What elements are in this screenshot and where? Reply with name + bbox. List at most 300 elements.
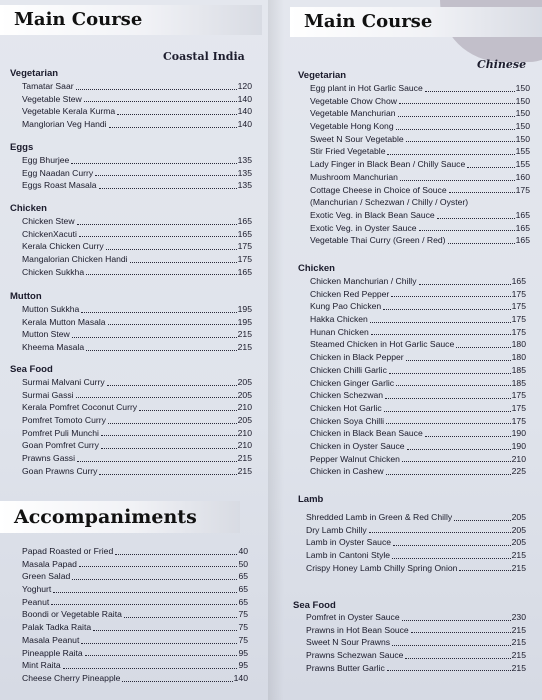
section-title: Vegetarian [10, 68, 59, 79]
item-price: 175 [511, 390, 526, 401]
dot-leader [76, 389, 237, 399]
item-price: 210 [237, 440, 252, 451]
dot-leader [99, 179, 237, 189]
section-title: Sea Food [10, 364, 53, 375]
menu-list [22, 154, 252, 192]
item-price: 95 [238, 647, 248, 658]
item-price: 180 [511, 339, 526, 350]
dot-leader [81, 303, 236, 313]
menu-item [310, 351, 526, 364]
item-name: Masala Papad [22, 558, 77, 569]
item-name: Chicken Hot Garlic [310, 402, 382, 413]
item-name: Crispy Honey Lamb Chilly Spring Onion [306, 562, 458, 573]
dot-leader [77, 215, 237, 225]
item-name: Kheema Masala [22, 342, 85, 353]
dot-leader [117, 105, 236, 115]
menu-item [22, 105, 252, 118]
section-title: Mutton [10, 291, 42, 302]
item-price: 135 [237, 167, 252, 178]
dot-leader [406, 133, 515, 143]
section-title: Chicken [298, 263, 335, 274]
menu-item [310, 107, 530, 120]
menu-item [310, 209, 530, 222]
item-name: Mutton Sukkha [22, 304, 80, 314]
menu-item [310, 326, 526, 339]
item-name: Steamed Chicken in Hot Garlic Sauce [310, 339, 455, 350]
menu-item [310, 338, 526, 351]
item-name: Kerala Mutton Masala [22, 316, 106, 327]
menu-item [22, 414, 252, 427]
item-price: 40 [238, 546, 248, 556]
item-price: 225 [511, 466, 526, 477]
menu-item [310, 275, 526, 288]
item-price: 190 [511, 428, 526, 439]
item-price: 165 [515, 235, 530, 246]
item-name: Manglorian Veg Handi [22, 119, 107, 130]
menu-item [306, 611, 526, 624]
item-price: 150 [515, 133, 530, 144]
dot-leader [370, 313, 511, 323]
item-name: Lady Finger in Black Bean / Chilly Sauce [310, 159, 466, 170]
item-name: Egg Bhurjee [22, 155, 70, 165]
item-name: Vegetable Hong Kong [310, 121, 394, 132]
item-price: 150 [515, 83, 530, 93]
item-name: Chicken in Oyster Sauce [310, 440, 405, 451]
item-name: Prawns Butter Garlic [306, 662, 385, 673]
item-name: Vegetable Manchurian [310, 108, 396, 119]
item-name: Mint Raita [22, 660, 61, 671]
menu-item [22, 341, 252, 354]
dot-leader [396, 120, 515, 130]
dot-leader [454, 511, 510, 521]
menu-item [22, 634, 248, 647]
dot-leader [77, 452, 237, 462]
menu-list [306, 611, 526, 674]
dot-leader [391, 288, 510, 298]
item-price: 215 [511, 550, 526, 561]
menu-item [310, 453, 526, 466]
menu-item [306, 511, 526, 524]
menu-item [22, 376, 252, 389]
item-name: Sweet N Sour Vegetable [310, 133, 404, 144]
dot-leader [448, 234, 515, 244]
dot-leader [419, 222, 515, 232]
item-name: Palak Tadka Raita [22, 622, 92, 633]
item-name: Mushroom Manchurian [310, 171, 398, 182]
dot-leader [109, 118, 237, 128]
menu-item [310, 465, 526, 478]
item-price: 75 [238, 622, 248, 633]
item-price: 150 [515, 108, 530, 119]
menu-item [22, 621, 248, 634]
dot-leader [76, 80, 237, 90]
menu-list [310, 275, 526, 478]
menu-item [310, 427, 526, 440]
item-price: 155 [515, 159, 530, 170]
section-title: Lamb [298, 494, 324, 505]
menu-item [22, 672, 248, 685]
item-name: Chicken in Black Pepper [310, 352, 404, 363]
item-price: 165 [237, 266, 252, 277]
dot-leader [93, 621, 237, 631]
item-price: 230 [511, 612, 526, 622]
dot-leader [72, 328, 237, 338]
section-title: Chicken [10, 203, 47, 214]
dot-leader [449, 184, 515, 194]
menu-list [22, 545, 248, 685]
item-name: Shredded Lamb in Green & Red Chilly [306, 512, 453, 522]
menu-item [310, 196, 530, 209]
item-price: 215 [511, 624, 526, 635]
item-price: 205 [511, 524, 526, 535]
item-name: Chicken Sukkha [22, 266, 85, 277]
item-price: 165 [511, 276, 526, 286]
dot-leader [387, 145, 514, 155]
item-price: 205 [237, 377, 252, 387]
menu-item [22, 401, 252, 414]
menu-item [22, 389, 252, 402]
item-price: 205 [511, 512, 526, 522]
dot-leader [384, 402, 511, 412]
menu-list [306, 511, 526, 574]
menu-item [22, 439, 252, 452]
item-name: Sweet N Sour Prawns [306, 637, 391, 648]
dot-leader [53, 583, 237, 593]
item-price: 175 [237, 254, 252, 265]
menu-item [310, 222, 530, 235]
item-price: 140 [237, 119, 252, 130]
item-name: Vegetable Stew [22, 93, 82, 104]
dot-leader [130, 253, 237, 263]
menu-item [310, 184, 530, 197]
dot-leader [393, 536, 511, 546]
item-price: 175 [511, 314, 526, 325]
cuisine-heading-chinese: Chinese [477, 58, 527, 71]
item-name: Egg plant in Hot Garlic Sauce [310, 83, 423, 93]
item-name: Vegetable Chow Chow [310, 95, 397, 106]
menu-item [22, 303, 252, 316]
dot-leader [79, 558, 237, 568]
section-title: Eggs [10, 142, 34, 153]
item-name: Prawns in Hot Bean Souce [306, 624, 409, 635]
item-name: Goan Pomfret Curry [22, 440, 99, 451]
menu-item [22, 647, 248, 660]
item-price: 185 [511, 377, 526, 388]
item-name: Mangalorian Chicken Handi [22, 254, 128, 265]
item-price: 215 [237, 453, 252, 464]
item-name: Lamb in Cantoni Style [306, 550, 391, 561]
item-name: Pomfret Puli Munchi [22, 427, 99, 438]
item-price: 205 [237, 389, 252, 400]
dot-leader [467, 158, 514, 168]
item-price: 150 [515, 95, 530, 106]
item-name: Tamatar Saar [22, 81, 74, 91]
item-name: Prawns Schezwan Sauce [306, 650, 404, 661]
dot-leader [51, 596, 237, 606]
item-price: 205 [511, 537, 526, 548]
menu-item [310, 402, 526, 415]
item-price: 135 [237, 155, 252, 165]
item-name: Lamb in Oyster Sauce [306, 537, 392, 548]
item-name: Exotic Veg. in Oyster Sauce [310, 222, 417, 233]
item-price: 215 [237, 465, 252, 476]
item-name: Surmai Gassi [22, 389, 74, 400]
item-name: Hakka Chicken [310, 314, 368, 325]
dot-leader [86, 266, 237, 276]
menu-item [22, 596, 248, 609]
dot-leader [411, 624, 511, 634]
item-price: 50 [238, 558, 248, 569]
dot-leader [459, 562, 510, 572]
item-price: 135 [237, 180, 252, 191]
item-price: 150 [515, 121, 530, 132]
dot-leader [108, 316, 237, 326]
dot-leader [72, 570, 237, 580]
item-name: Chicken in Cashew [310, 466, 384, 477]
item-price: 215 [237, 342, 252, 353]
dot-leader [406, 351, 511, 361]
menu-item [22, 316, 252, 329]
menu-list [310, 82, 530, 247]
menu-item [306, 662, 526, 675]
dot-leader [425, 82, 515, 92]
menu-item [310, 133, 530, 146]
dot-leader [108, 414, 237, 424]
menu-list [22, 80, 252, 131]
item-name: Cottage Cheese in Choice of Souce [310, 184, 447, 195]
dot-leader [99, 465, 236, 475]
item-name: Hunan Chicken [310, 326, 369, 337]
item-price: 215 [511, 637, 526, 648]
dot-leader [63, 659, 238, 669]
dot-leader [95, 167, 236, 177]
item-price: 195 [237, 316, 252, 327]
dot-leader [107, 376, 237, 386]
item-name: Surmai Malvani Curry [22, 377, 105, 387]
cuisine-heading-coastal: Coastal India [163, 50, 245, 63]
item-price: 210 [237, 427, 252, 438]
menu-list [22, 376, 252, 478]
dot-leader [122, 672, 232, 682]
dot-leader [101, 427, 237, 437]
dot-leader [383, 300, 510, 310]
item-name: Goan Prawns Curry [22, 465, 98, 476]
dot-leader [106, 240, 237, 250]
menu-item [310, 364, 526, 377]
item-price: 65 [238, 571, 248, 582]
menu-item [22, 240, 252, 253]
accompaniments-banner: Accompaniments [0, 501, 240, 533]
menu-item [22, 228, 252, 241]
item-price: 175 [237, 241, 252, 252]
menu-item [22, 465, 252, 478]
dot-leader [400, 171, 515, 181]
main-course-banner-left: Main Course [0, 5, 262, 35]
item-name: Pomfret in Oyster Sauce [306, 612, 400, 622]
dot-leader [71, 154, 236, 164]
item-price: 75 [238, 609, 248, 620]
menu-item [22, 328, 252, 341]
item-name: Peanut [22, 596, 50, 607]
item-name: Chicken Chilli Garlic [310, 364, 387, 375]
menu-item [310, 377, 526, 390]
dot-leader [85, 647, 238, 657]
item-price: 215 [511, 562, 526, 573]
dot-leader [115, 545, 237, 555]
menu-item [306, 624, 526, 637]
dot-leader [405, 649, 510, 659]
menu-item [22, 545, 248, 558]
dot-leader [402, 453, 511, 463]
item-price: 175 [511, 326, 526, 337]
menu-item [310, 95, 530, 108]
dot-leader [86, 341, 237, 351]
item-name: ChickenXacuti [22, 228, 77, 239]
menu-item [310, 120, 530, 133]
section-title: Sea Food [293, 600, 336, 611]
menu-item [22, 215, 252, 228]
menu-item [310, 171, 530, 184]
menu-item [22, 570, 248, 583]
item-price: 165 [515, 222, 530, 233]
dot-leader [385, 389, 511, 399]
item-price: 175 [511, 402, 526, 413]
dot-leader [84, 93, 237, 103]
menu-item [22, 80, 252, 93]
menu-item [22, 118, 252, 131]
item-name: Egg Naadan Curry [22, 167, 94, 178]
item-price: 120 [237, 81, 252, 91]
item-price: 175 [511, 288, 526, 299]
menu-item [22, 266, 252, 279]
dot-leader [371, 326, 511, 336]
dot-leader [139, 401, 237, 411]
menu-item [310, 300, 526, 313]
item-price: 65 [238, 584, 248, 595]
item-price: 165 [237, 216, 252, 226]
item-price: 210 [237, 402, 252, 413]
menu-item [306, 549, 526, 562]
menu-item [22, 608, 248, 621]
menu-item [22, 659, 248, 672]
item-name: Kerala Chicken Curry [22, 241, 104, 252]
section-title: Vegetarian [298, 70, 347, 81]
dot-leader [392, 549, 511, 559]
dot-leader [387, 662, 511, 672]
dot-leader [456, 338, 510, 348]
item-price: 185 [511, 364, 526, 375]
item-price: 175 [511, 301, 526, 312]
item-price: 215 [511, 650, 526, 661]
menu-item [310, 145, 530, 158]
menu-item [310, 158, 530, 171]
item-name: Chicken Soya Chilli [310, 415, 385, 426]
item-price: 180 [511, 352, 526, 363]
item-name: Mutton Stew [22, 329, 70, 340]
item-price: 210 [511, 453, 526, 464]
main-course-banner-right: Main Course [290, 7, 542, 37]
item-price: 190 [511, 440, 526, 451]
menu-item [306, 524, 526, 537]
dot-leader [386, 415, 511, 425]
dot-leader [419, 275, 511, 285]
item-name: Eggs Roast Masala [22, 180, 97, 191]
item-price: 160 [515, 171, 530, 182]
menu-item [310, 82, 530, 95]
item-name: Chicken Red Pepper [310, 288, 390, 299]
menu-item [310, 415, 526, 428]
menu-item [22, 167, 252, 180]
dot-leader [392, 636, 511, 646]
menu-item [310, 440, 526, 453]
menu-item [306, 562, 526, 575]
item-price: 65 [238, 596, 248, 607]
menu-item [22, 427, 252, 440]
item-price: 140 [233, 672, 248, 683]
menu-item [306, 636, 526, 649]
item-price: 75 [238, 634, 248, 645]
item-name: Chicken Stew [22, 216, 75, 226]
item-name: Vegetable Thai Curry (Green / Red) [310, 235, 446, 246]
item-name: Pineapple Raita [22, 647, 83, 658]
menu-list [22, 303, 252, 354]
item-price: 205 [237, 415, 252, 426]
menu-item [310, 288, 526, 301]
dot-leader [437, 209, 515, 219]
dot-leader [398, 107, 515, 117]
menu-item [22, 93, 252, 106]
menu-item [22, 452, 252, 465]
item-name: Chicken Manchurian / Chilly [310, 276, 417, 286]
dot-leader [386, 465, 511, 475]
item-price: 155 [515, 146, 530, 157]
item-name: Green Salad [22, 571, 71, 582]
dot-leader [369, 524, 511, 534]
item-name: Chicken Schezwan [310, 390, 384, 401]
dot-leader [124, 608, 238, 618]
item-name: Stir Fried Vegetable [310, 146, 386, 157]
item-price: 175 [511, 415, 526, 426]
item-price: 195 [237, 304, 252, 314]
item-price: 165 [515, 209, 530, 220]
item-price: 175 [515, 184, 530, 195]
dot-leader [396, 377, 511, 387]
item-name: Dry Lamb Chilly [306, 524, 367, 535]
dot-leader [81, 634, 237, 644]
menu-list [22, 215, 252, 278]
item-price: 215 [511, 662, 526, 673]
menu-item [310, 234, 530, 247]
dot-leader [389, 364, 511, 374]
item-price: 140 [237, 106, 252, 117]
dot-leader [79, 228, 237, 238]
dot-leader [402, 611, 511, 621]
menu-item [22, 558, 248, 571]
item-name: Kerala Pomfret Coconut Curry [22, 402, 138, 413]
item-name: (Manchurian / Schezwan / Chilly / Oyster) [310, 197, 469, 208]
menu-item [22, 253, 252, 266]
item-price: 215 [237, 329, 252, 340]
item-name: Masala Peanut [22, 634, 80, 645]
item-name: Pepper Walnut Chicken [310, 453, 400, 464]
item-name: Boondi or Vegetable Raita [22, 609, 122, 620]
dot-leader [425, 427, 511, 437]
dot-leader [407, 440, 511, 450]
item-name: Cheese Cherry Pineapple [22, 672, 121, 683]
item-name: Exotic Veg. in Black Bean Sauce [310, 209, 435, 220]
item-price: 140 [237, 93, 252, 104]
item-name: Pomfret Tomoto Curry [22, 415, 106, 426]
